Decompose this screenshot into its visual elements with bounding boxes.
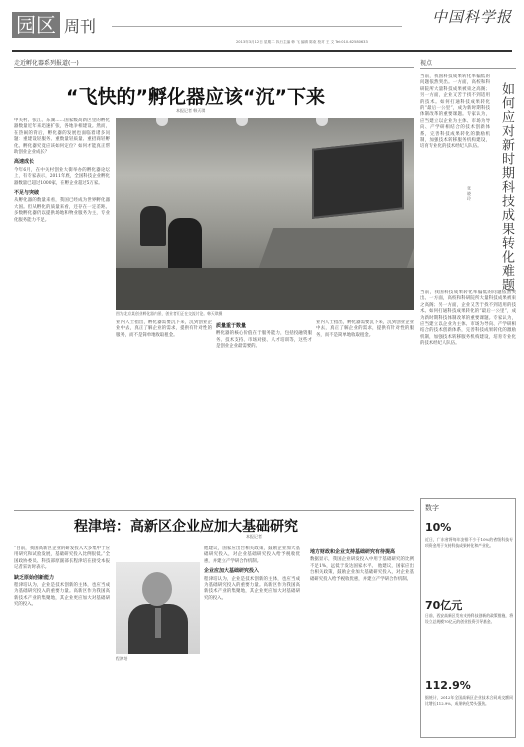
paragraph: 从孵化器的数量来看，我国已经成为世界孵化器大国。但从孵化的质量来看，还存在一定差距。多数孵化器仍以提供场地和物业服务为主，专业化服务能力不足。	[14, 198, 110, 223]
number-text: 近日，广东省将每年安排不少于10%的省级科技专项资金用于支持科技成果转化和产业化。	[425, 537, 513, 548]
header-rule	[12, 50, 512, 52]
divider	[420, 68, 516, 69]
paragraph: 他建议，国家应出台相关政策，鼓励企业加大基础研究投入，对企业基础研究投入给予税收优惠，并建立产学研合作机制。	[204, 546, 300, 564]
lamp	[236, 118, 248, 126]
paper-name: 中国科学报	[432, 8, 513, 26]
series-tag: 走近孵化器系列报道(一)	[14, 60, 79, 67]
number-value: 10%	[425, 521, 452, 534]
article-column	[310, 546, 414, 740]
subhead: 企业应加大基础研究投入	[204, 568, 260, 575]
paragraph: 当前，我国科技成果转化率偏低的问题依然突出。一方面，高校和科研院所大量科技成果被束之高阁；另一方面，企业又苦于找不到适用的技术。如何打通科技成果转化的“最后一公里”，成为新时期科技体制改革的重要课题。专家认为，应当建立以企业为主体、市场为导向、产学研相结合的技术创新体系，完善科技成果转化的激励机制，加强技术转移服务机构建设，培育专业化的技术经纪人队伍。	[420, 290, 516, 347]
numbers-head: 数字	[425, 504, 439, 512]
paragraph: 孵化器的核心价值在于服务能力，包括投融资服务、技术支持、市场对接、人才培训等，这些才是创业企业最需要的。	[216, 331, 312, 350]
article-column	[420, 290, 516, 494]
section-label: 园区	[12, 12, 60, 38]
projection-screen	[312, 139, 404, 219]
person	[168, 218, 202, 270]
number-text: 据统计，2012年全国高新区企业技术合同成交额同比增长112.9%，成果转化势头强劲。	[425, 695, 513, 706]
masthead	[0, 0, 524, 52]
divider	[112, 26, 402, 27]
subhead: 质量重于数量	[216, 323, 247, 329]
headline: 程津培：高新区企业应加大基础研究	[74, 519, 298, 535]
lamp	[316, 118, 328, 126]
number-text: 日前，西安高新区发布支持科技创新的政策措施，将设立总规模70亿元的创业投资引导基金。	[425, 613, 513, 624]
table	[116, 268, 414, 310]
issue-line: 2013年3月12日 星期二 执行主编 韩 飞 编辑 陈欢 校对 王 文 Tel:010-62580633	[236, 40, 368, 44]
subhead: 缺乏原始创新能力	[14, 574, 55, 581]
paragraph: 程津培认为，企业是技术创新的主体，也应当成为基础研究投入的重要力量。高新区作为我国高新技术产业的集聚地，其企业更应加大对基础研究的投入。	[204, 576, 300, 601]
photo-caption: 图为北京某创业孵化器内景，创业者们正在交流讨论。韩天琪摄	[116, 311, 223, 316]
main-photo	[116, 118, 414, 310]
article-column	[316, 320, 414, 508]
numbers-box	[420, 498, 516, 738]
divider	[14, 510, 414, 511]
paragraph: 当前，我国科技成果转化率偏低的问题依然突出。一方面，高校和科研院所大量科技成果被束之高阁；另一方面，企业又苦于找不到适用的技术。如何打通科技成果转化的“最后一公里”，成为新时期科技体制改革的重要课题。专家认为，应当建立以企业为主体、市场为导向、产学研相结合的技术创新体系，完善科技成果转化的激励机制，加强技术转移服务机构建设，培育专业化的技术经纪人队伍。	[420, 74, 490, 150]
article-column	[216, 320, 312, 508]
paragraph: 业内人士指出，孵化器需要沉下来，沉到创业企业中去，真正了解企业的需求，提供有针对性的服务，而不是简单地收取租金。	[116, 320, 212, 338]
viewpoint-title: 如何应对新时期科技成果转化难题	[499, 82, 514, 292]
person	[140, 206, 166, 246]
paragraph: 程津培认为，企业是技术创新的主体，也应当成为基础研究投入的重要力量。高新区作为我国高新技术产业的集聚地，其企业更应加大对基础研究的投入。	[14, 583, 110, 608]
article-column	[420, 74, 490, 184]
article-column	[116, 320, 212, 508]
desk	[259, 228, 414, 268]
paragraph: 业内人士指出，孵化器需要沉下来，沉到创业企业中去，真正了解企业的需求，提供有针对性的服务，而不是简单地收取租金。	[316, 320, 414, 338]
article-column	[204, 546, 300, 740]
byline: 本报记者 韩天琪	[176, 108, 206, 113]
portrait-face	[142, 572, 172, 606]
subhead: 不足与突破	[14, 190, 40, 197]
number-value: 70亿元	[425, 599, 463, 612]
viewpoint-author: 张 晓 玲	[467, 186, 472, 201]
article-column	[14, 546, 110, 740]
portrait-photo	[116, 562, 200, 654]
paragraph: 今年6月，在中关村创业大街举办的孵化器论坛上，有专家表示，2011年底，全国科技企业孵化器数量已超过1000家，在孵企业超过5万家。	[14, 167, 110, 186]
subhead: 高速成长	[14, 159, 35, 166]
headline: “飞快的”孵化器应该“沉”下来	[66, 86, 325, 108]
byline: 本报记者	[246, 534, 262, 539]
subsection-label: 周刊	[64, 17, 97, 36]
paragraph: 他建议，国家应出台相关政策，鼓励企业加大基础研究投入，对企业基础研究投入给予税收优惠，并建立产学研合作机制。	[310, 563, 414, 582]
portrait-tie	[155, 608, 161, 638]
paragraph: “目前，我国高新区企业的研发投入大多集中于应用研究和试验发展，基础研究投入比例很低。”全国政协委员、科技部原副部长程津培在接受本报记者采访时表示。	[14, 546, 110, 571]
number-value: 112.9%	[425, 679, 471, 692]
paragraph: 中关村、张江、东湖……国家级高新区里的孵化器数量近年来迅速扩张，各地争相建设。然而，在热闹的背后，孵化器的发展也面临着诸多问题：重建设轻服务、重数量轻质量、重招商轻孵化。孵化器究竟应该如何定位？如何才能真正帮助创业企业成长？	[14, 118, 110, 156]
portrait-caption: 程津培	[116, 656, 128, 661]
divider	[14, 67, 414, 68]
article-column	[14, 118, 110, 508]
viewpoint-tag: 视点	[420, 60, 433, 67]
paragraph: 数据显示，我国企业研发投入中用于基础研究的比例不足1%，远低于发达国家水平。	[310, 557, 414, 569]
subhead: 地方财政和企业支持基础研究有待提高	[310, 549, 396, 555]
lamp	[156, 118, 168, 126]
